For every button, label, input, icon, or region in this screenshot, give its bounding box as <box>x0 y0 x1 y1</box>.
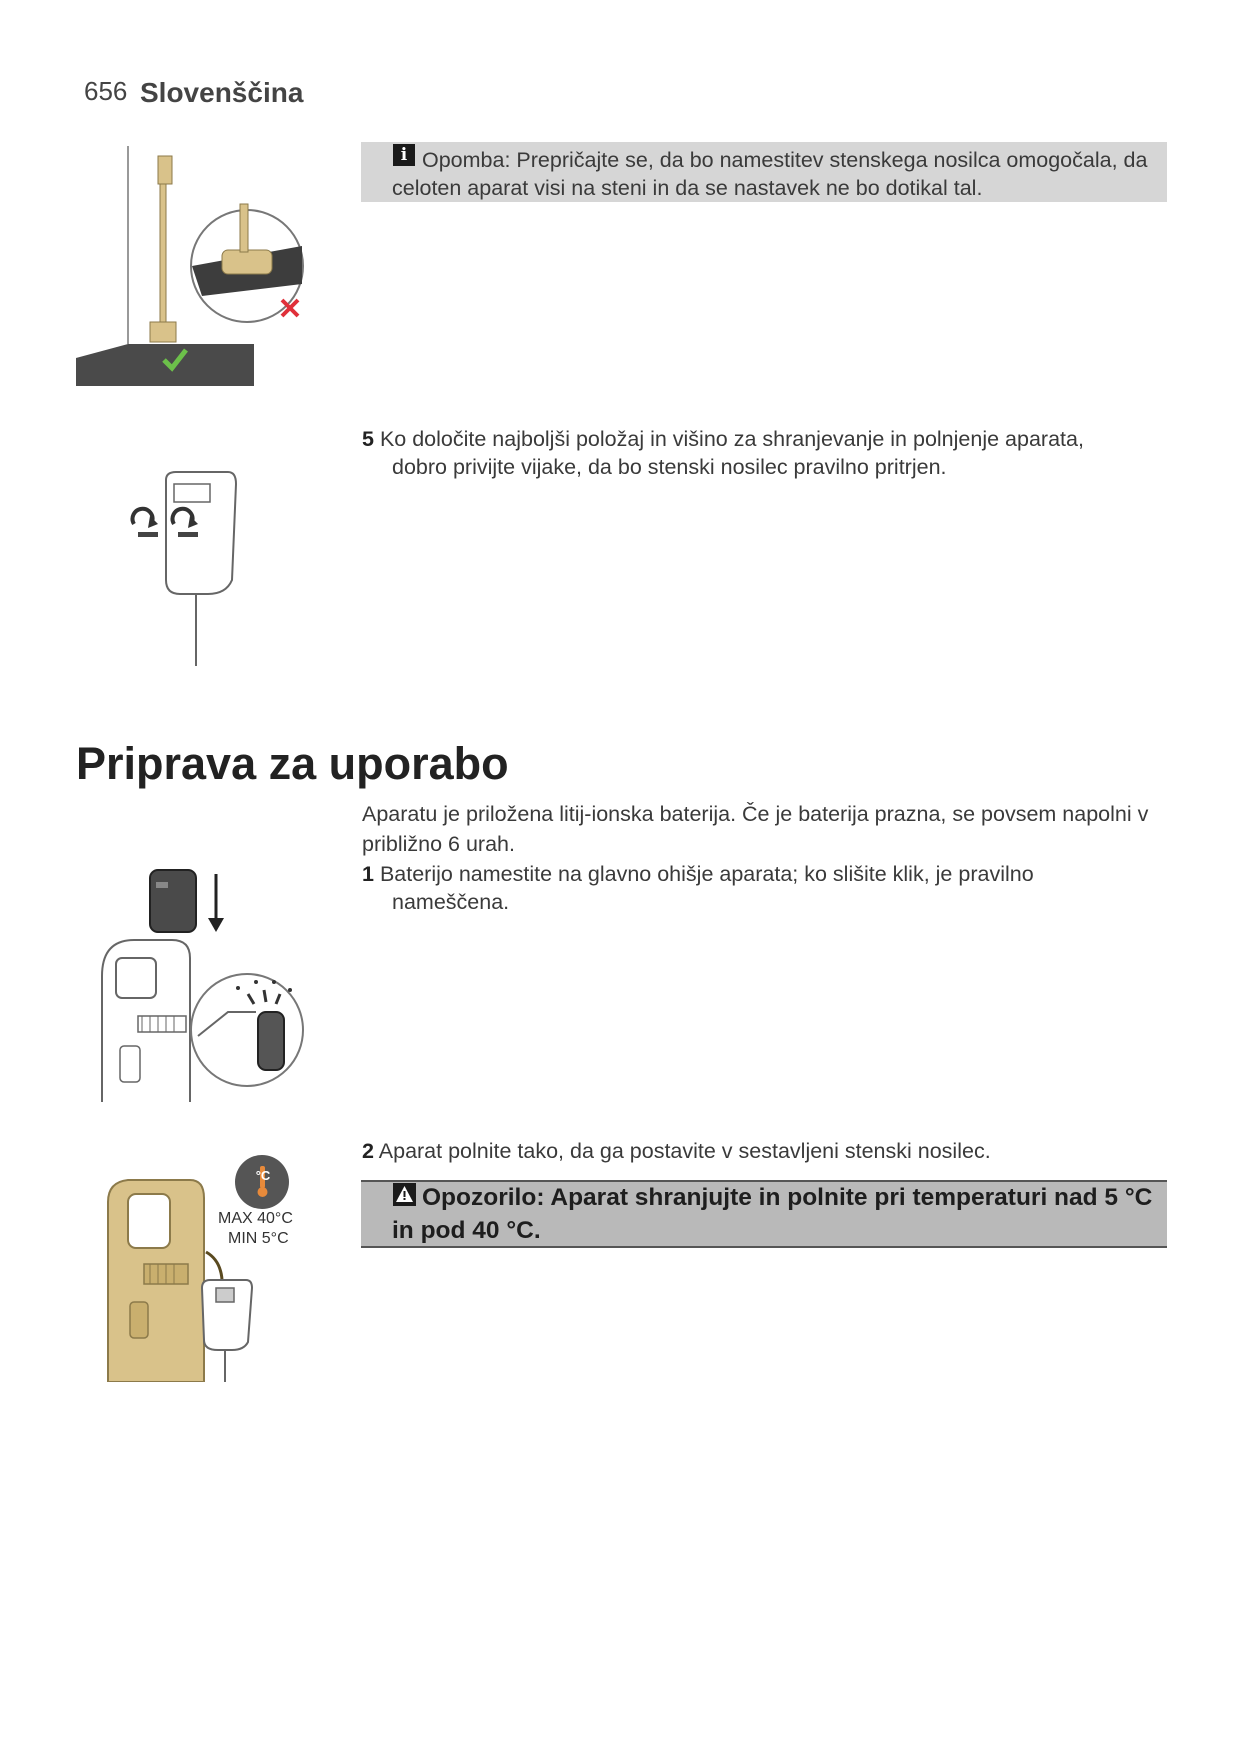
intro-paragraph: Aparatu je priložena litij-ionska baterija. Če je baterija prazna, se povsem napolni v približno 6 urah. <box>362 802 1149 856</box>
step-1 <box>362 860 1172 916</box>
step-number: 5 <box>362 427 374 451</box>
step-number: 2 <box>362 1139 374 1163</box>
wall-bracket-screws-figure <box>128 470 248 666</box>
temperature-unit: °C <box>255 1168 271 1183</box>
charging-figure <box>106 1152 306 1382</box>
step-number: 1 <box>362 862 374 886</box>
section-heading: Priprava za uporabo <box>76 738 509 789</box>
step-text-line1: Ko določite najboljši položaj in višino za shranjevanje in polnjenje aparata, <box>379 427 1084 451</box>
battery-icon <box>150 870 196 932</box>
step-5 <box>362 425 1172 481</box>
info-icon: i <box>393 144 415 166</box>
step-text-line2: nameščena. <box>392 890 510 914</box>
battery-insertion-figure <box>98 866 308 1102</box>
screw-icon <box>138 532 158 537</box>
step-text-line1: Baterijo namestite na glavno ohišje aparata; ko slišite klik, je pravilno <box>379 862 1034 886</box>
max-temperature-label: MAX 40°C <box>218 1210 293 1227</box>
page-number: 656 <box>84 76 128 106</box>
step-2 <box>362 1137 1172 1165</box>
step-text-line2: dobro privijte vijake, da bo stenski nosilec pravilno pritrjen. <box>392 455 947 479</box>
note-text <box>392 146 1162 202</box>
wall-hanging-figure <box>76 146 316 388</box>
note-content: Opomba: Prepričajte se, da bo namestitev stenskega nosilca omogočala, da celoten aparat visi na steni in da se nastavek ne bo dotikal tal. <box>392 148 1148 200</box>
step-text-line1: Aparat polnite tako, da ga postavite v sestavljeni stenski nosilec. <box>378 1139 991 1163</box>
page-language: Slovenščina <box>140 77 304 108</box>
warning-text <box>392 1181 1162 1247</box>
min-temperature-label: MIN 5°C <box>228 1230 289 1247</box>
warning-content: Opozorilo: Aparat shranjujte in polnite pri temperaturi nad 5 °C in pod 40 °C. <box>392 1184 1153 1244</box>
